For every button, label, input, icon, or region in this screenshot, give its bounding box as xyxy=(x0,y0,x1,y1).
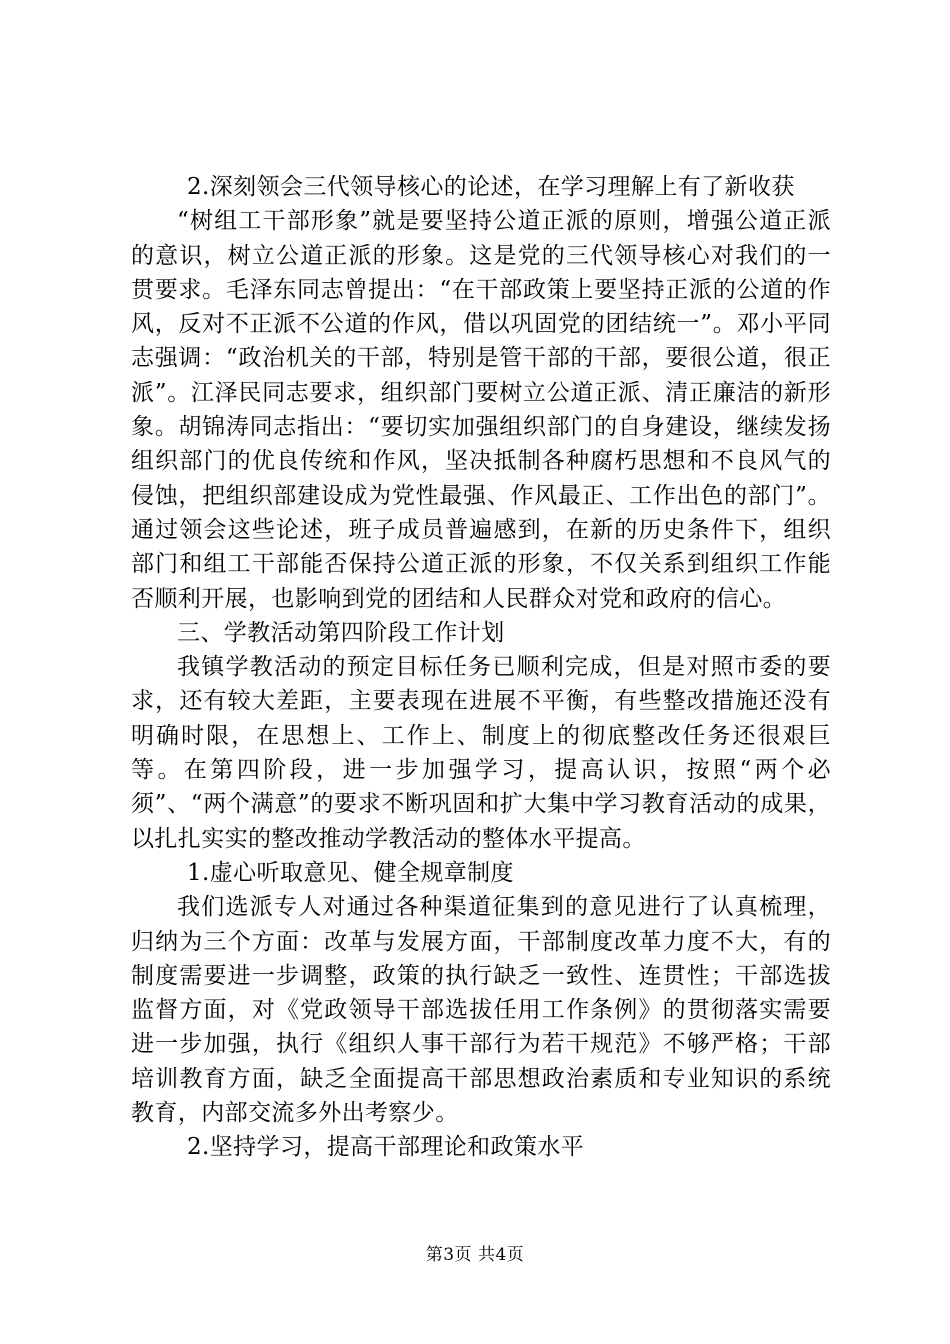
section-heading-2-understanding: 2.深刻领会三代领导核心的论述，在学习理解上有了新收获 xyxy=(187,174,795,200)
paragraph-stage-four: 我镇学教活动的预定目标任务已顺利完成，但是对照市委的要求，还有较大差距，主要表现在进展不平衡，有些整改措施还没有明确时限，在思想上、工作上、制度上的彻底整改任务还很艰巨等。在第四阶段，进一步加强学习，提高认识，按照“两个必须”、“两个满意”的要求不断巩固和扩大集中学习教育活动的成果，以扎扎实实的整改推动学教活动的整体水平提高。 xyxy=(131,654,831,852)
paragraph-leadership-quotes: “树组工干部形象”就是要坚持公道正派的原则，增强公道正派的意识，树立公道正派的形象。这是党的三代领导核心对我们的一贯要求。毛泽东同志曾提出：“在干部政策上要坚持正派的公道的作风，反对不正派不公道的作风，借以巩固党的团结统一”。邓小平同志强调：“政治机关的干部，特别是管干部的干部，要很公道，很正派”。江泽民同志要求，组织部门要树立公道正派、清正廉洁的新形象。胡锦涛同志指出：“要切实加强组织部门的自身建设，继续发扬组织部门的优良传统和作风，坚决抵制各种腐朽思想和不良风气的侵蚀，把组织部建设成为党性最强、作风最正、工作出色的部门”。通过领会这些论述，班子成员普遍感到，在新的历史条件下，组织部门和组工干部能否保持公道正派的形象，不仅关系到组织工作能否顺利开展，也影响到党的团结和人民群众对党和政府的信心。 xyxy=(131,208,831,612)
document-body xyxy=(131,170,831,1165)
section-heading-1-opinions: 1.虚心听取意见、健全规章制度 xyxy=(187,859,514,886)
page-footer: 第3页 共4页 xyxy=(425,1245,525,1265)
paragraph-opinions-summary: 我们选派专人对通过各种渠道征集到的意见进行了认真梳理，归纳为三个方面：改革与发展方面，干部制度改革力度不大，有的制度需要进一步调整，政策的执行缺乏一致性、连贯性；干部选拔监督方面，对《党政领导干部选拔任用工作条例》的贯彻落实需要进一步加强，执行《组织人事干部行为若干规范》不够严格；干部培训教育方面，缺乏全面提高干部思想政治素质和专业知识的系统教育，内部交流多外出考察少。 xyxy=(131,894,831,1127)
section-heading-3-plan: 三、学教活动第四阶段工作计划 xyxy=(177,619,505,646)
section-heading-2-study: 2.坚持学习，提高干部理论和政策水平 xyxy=(187,1134,585,1161)
